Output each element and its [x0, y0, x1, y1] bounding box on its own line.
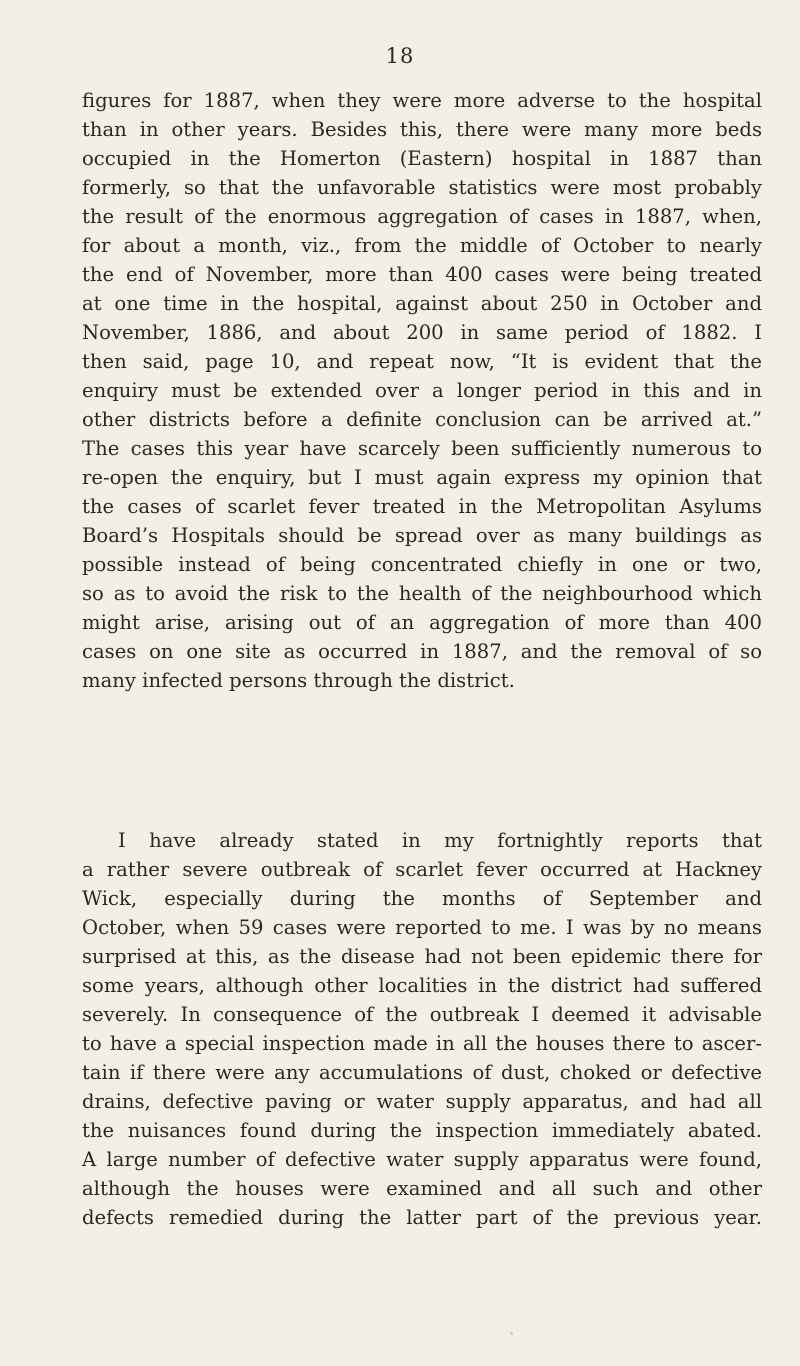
text-line: severely. In consequence of the outbreak I deemed it advisable — [82, 1003, 762, 1026]
text-line: figures for 1887, when they were more adverse to the hospital — [82, 89, 762, 112]
paper-speck — [510, 1332, 513, 1335]
text-line: many infected persons through the district. — [82, 669, 515, 692]
text-line: October, when 59 cases were reported to me. I was by no means — [82, 916, 762, 939]
text-line: defects remedied during the latter part of the previous year. — [82, 1206, 762, 1229]
text-line: surprised at this, as the disease had not been epidemic there for — [82, 945, 762, 968]
text-line: A large number of defective water supply apparatus were found, — [82, 1148, 762, 1171]
text-line: the nuisances found during the inspection immediately abated. — [82, 1119, 762, 1142]
text-line: might arise, arising out of an aggregation of more than 400 — [82, 611, 762, 634]
text-line: a rather severe outbreak of scarlet fever occurred at Hackney — [82, 858, 762, 881]
text-line: then said, page 10, and repeat now, “It is evident that the — [82, 350, 762, 373]
text-line: so as to avoid the risk to the health of the neighbourhood which — [82, 582, 762, 605]
text-line: cases on one site as occurred in 1887, and the removal of so — [82, 640, 762, 663]
text-line: other districts before a definite conclusion can be arrived at.” — [82, 408, 762, 431]
paragraph-hackney-wick-outbreak — [82, 826, 762, 1232]
text-line: drains, defective paving or water supply apparatus, and had all — [82, 1090, 762, 1113]
text-line: November, 1886, and about 200 in same period of 1882. I — [82, 321, 762, 344]
text-line: the end of November, more than 400 cases were being treated — [82, 263, 762, 286]
text-line: the cases of scarlet fever treated in the Metropolitan Asylums — [82, 495, 762, 518]
text-line: possible instead of being concentrated chiefly in one or two, — [82, 553, 762, 576]
text-line: The cases this year have scarcely been sufficiently numerous to — [82, 437, 762, 460]
text-line: at one time in the hospital, against about 250 in October and — [82, 292, 762, 315]
text-line: tain if there were any accumulations of dust, choked or defective — [82, 1061, 762, 1084]
text-line: occupied in the Homerton (Eastern) hospital in 1887 than — [82, 147, 762, 170]
text-line: Board’s Hospitals should be spread over as many buildings as — [82, 524, 762, 547]
text-line: the result of the enormous aggregation of cases in 1887, when, — [82, 205, 762, 228]
text-line: enquiry must be extended over a longer period in this and in — [82, 379, 762, 402]
text-line: than in other years. Besides this, there were many more beds — [82, 118, 762, 141]
text-line: to have a special inspection made in all the houses there to ascer- — [82, 1032, 762, 1055]
text-line: some years, although other localities in the district had suffered — [82, 974, 762, 997]
text-line: formerly, so that the unfavorable statistics were most probably — [82, 176, 762, 199]
text-line: although the houses were examined and all such and other — [82, 1177, 762, 1200]
text-line: re-open the enquiry, but I must again express my opinion that — [82, 466, 762, 489]
text-line: for about a month, viz., from the middle of October to nearly — [82, 234, 762, 257]
page-number: 18 — [385, 44, 415, 68]
paragraph-hospital-statistics — [82, 86, 762, 695]
text-line: I have already stated in my fortnightly reports that — [118, 829, 762, 852]
text-line: Wick, especially during the months of September and — [82, 887, 762, 910]
